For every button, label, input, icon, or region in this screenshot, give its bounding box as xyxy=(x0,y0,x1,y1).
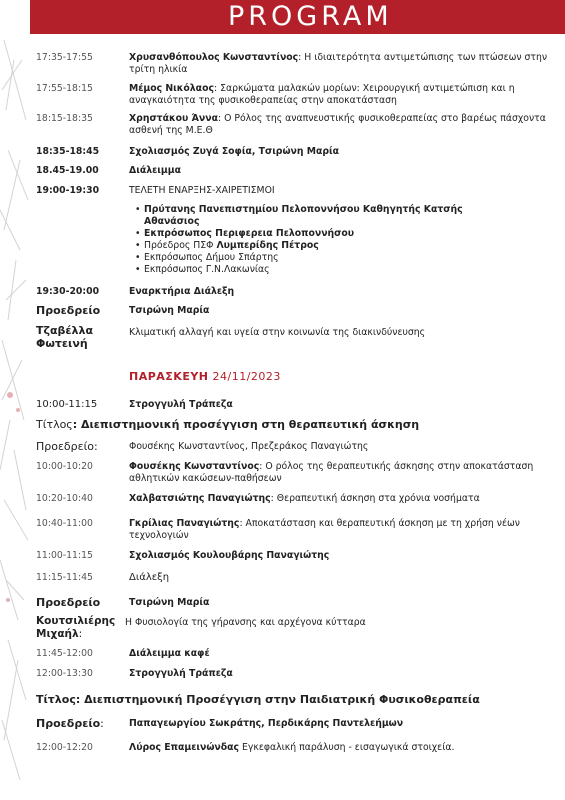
time-slot: 12:00-13:30 xyxy=(36,668,93,679)
separator: : xyxy=(298,52,302,63)
speaker-name: Κουτσιλιέρης Μιχαήλ xyxy=(36,615,116,640)
chair-names: Παπαγεωργίου Σωκράτης, Περδικάρης Παντελεήμων xyxy=(129,718,404,729)
time-slot: 10:40-11:00 xyxy=(36,518,93,529)
time-slot: 17:55-18:15 xyxy=(36,83,93,94)
time-slot: 19:30-20:00 xyxy=(36,286,100,297)
speaker-name: Φουσέκης Κωνσταντίνος xyxy=(129,461,260,472)
row-content xyxy=(129,668,549,680)
greeter: Εκπρόσωπος Περιφερεια Πελοποννήσου xyxy=(144,228,355,239)
time-slot: 19:00-19:30 xyxy=(36,185,100,196)
discussion-label: Σχολιασμός Κουλουβάρης Παναγιώτης xyxy=(129,550,330,561)
speaker-name: Μέμος Νικόλαος xyxy=(129,83,214,94)
time-slot: 10:00-11:15 xyxy=(36,399,98,410)
row-content xyxy=(129,742,549,754)
time-slot: 11:15-11:45 xyxy=(36,572,93,583)
list-item xyxy=(135,204,504,228)
separator: : xyxy=(239,518,243,529)
list-item xyxy=(135,228,504,240)
header-banner xyxy=(30,0,565,34)
chair-label: Προεδρείο xyxy=(36,304,101,317)
time-slot: 18.45-19.00 xyxy=(36,165,99,176)
row-content xyxy=(129,518,549,542)
separator: : xyxy=(270,493,274,504)
row-content xyxy=(129,718,549,730)
row-content xyxy=(129,286,549,298)
separator: : xyxy=(259,461,263,472)
session-title xyxy=(36,418,419,431)
speaker-name: Λύρος Επαμεινώνδας xyxy=(129,742,240,753)
speaker-line xyxy=(36,615,128,641)
greeter: Πρύτανης Πανεπιστημίου Πελοποννήσου Καθηγητής Κατσής Αθανάσιος xyxy=(144,204,463,227)
speaker-name: Χρηστάκου Άννα xyxy=(129,113,218,124)
row-content xyxy=(129,83,549,107)
separator: : xyxy=(100,717,104,730)
time-slot: 11:45-12:00 xyxy=(36,648,93,659)
speaker-name: Χαλβατσιώτης Παναγιώτης xyxy=(129,493,271,504)
time-slot: 18:15-18:35 xyxy=(36,113,93,124)
talk-title: Ο Ρόλος της αναπνευστικής φυσικοθεραπείας στο βαρέως πάσχοντα ασθενή της Μ.Ε.Θ xyxy=(129,113,546,136)
talk-title: Ο ρόλος της θεραπευτικής άσκησης στην αποκατάσταση αθλητικών κακώσεων-παθήσεων xyxy=(129,461,534,484)
title-label: Τίτλος xyxy=(36,418,73,431)
chair-names: Φουσέκης Κωνσταντίνος, Πρεζεράκος Παναγιώτης xyxy=(129,441,369,452)
talk-title: Κλιματική αλλαγή και υγεία στην κοινωνία της διακινδύνευσης xyxy=(129,327,426,338)
separator: : xyxy=(94,440,98,453)
speaker-name: Χρυσανθόπουλος Κωνσταντίνος xyxy=(129,52,299,63)
speaker-name: Τζαβέλλα Φωτεινή xyxy=(36,324,94,350)
separator: : xyxy=(78,628,83,640)
row-content xyxy=(129,399,549,411)
discussion-label: Σχολιασμός Ζυγά Σοφία, Τσιρώνη Μαρία xyxy=(129,146,340,157)
title-text: : Διεπιστημονική προσέγγιση στη θεραπευτική άσκηση xyxy=(72,418,420,431)
greeter-role: Πρόεδρος ΠΣΦ xyxy=(144,240,217,251)
greeter: Εκπρόσωπος Δήμου Σπάρτης xyxy=(144,252,279,263)
row-content xyxy=(129,493,549,505)
chair-line xyxy=(36,717,104,730)
row-content xyxy=(129,52,549,76)
chair-label: Προεδρείο xyxy=(36,596,101,609)
row-content xyxy=(129,461,549,485)
list-item xyxy=(135,240,504,252)
time-slot: 10:20-10:40 xyxy=(36,493,93,504)
row-content xyxy=(129,305,549,317)
talk-title: Η ιδιαιτερότητα αντιμετώπισης των πτώσεων στην τρίτη ηλικία xyxy=(129,52,548,75)
speaker-name: Γκρίλιας Παναγιώτης xyxy=(129,518,240,529)
time-slot: 10:00-10:20 xyxy=(36,461,93,472)
talk-title: Θεραπευτική άσκηση στα χρόνια νοσήματα xyxy=(273,493,480,504)
chair-names: Τσιρώνη Μαρία xyxy=(129,305,210,316)
coffee-break-label: Διάλειμμα καφέ xyxy=(129,648,210,659)
talk-title: Η Φυσιολογία της γήρανσης και αρχέγονα κύτταρα xyxy=(125,617,366,628)
time-slot: 12:00-12:20 xyxy=(36,742,93,753)
break-label: Διάλειμμα xyxy=(129,165,181,176)
separator: : xyxy=(217,113,222,124)
decorative-plant-illustration xyxy=(0,0,30,800)
round-table-label: Στρογγυλή Τράπεζα xyxy=(129,668,233,679)
chair-label: Προεδρείο xyxy=(36,717,101,730)
day-date: 24/11/2023 xyxy=(208,370,281,383)
list-item xyxy=(135,264,504,276)
list-item xyxy=(135,252,504,264)
opening-title: ΤΕΛΕΤΗ ΕΝΑΡΞΗΣ-ΧΑΙΡΕΤΙΣΜΟΙ xyxy=(129,185,275,196)
time-slot: 11:00-11:15 xyxy=(36,550,93,561)
talk-title: Σαρκώματα μαλακών μορίων: Χειρουργική αντιμετώπιση και η αναγκαιότητα της φυσικοθεραπείας στην αποκατάσταση xyxy=(129,83,515,106)
chair-line xyxy=(36,440,98,453)
row-content xyxy=(129,165,549,177)
talk-title: Εγκεφαλική παράλυση - εισαγωγικά στοιχεία. xyxy=(239,742,455,753)
separator: : xyxy=(213,83,218,94)
day-name: ΠΑΡΑΣΚΕΥΗ xyxy=(129,370,209,383)
row-content xyxy=(129,550,549,562)
day-heading xyxy=(129,370,281,383)
chair-label: Προεδρείο xyxy=(36,440,95,453)
round-table-label: Στρογγυλή Τράπεζα xyxy=(129,399,233,410)
row-content xyxy=(129,113,549,137)
session-title: Τίτλος: Διεπιστημονική Προσέγγιση στην Παιδιατρική Φυσικοθεραπεία xyxy=(36,693,480,706)
lecture-label: Εναρκτήρια Διάλεξη xyxy=(129,286,235,297)
row-content xyxy=(129,597,549,609)
greetings-list xyxy=(135,204,504,276)
greeter: Λυμπερίδης Πέτρος xyxy=(216,240,319,251)
greeter: Εκπρόσωπος Γ.Ν.Λακωνίας xyxy=(144,264,270,275)
chair-names: Τσιρώνη Μαρία xyxy=(129,597,210,608)
lecture-label: Διάλεξη xyxy=(129,572,170,583)
row-content xyxy=(129,648,549,660)
time-slot: 18:35-18:45 xyxy=(36,146,100,157)
talk-title: Αποκατάσταση και θεραπευτική άσκηση με τη χρήση νέων τεχνολογιών xyxy=(129,518,520,541)
time-slot: 17:35-17:55 xyxy=(36,52,93,63)
page-title: PROGRAM xyxy=(228,1,393,32)
row-content xyxy=(129,146,549,158)
